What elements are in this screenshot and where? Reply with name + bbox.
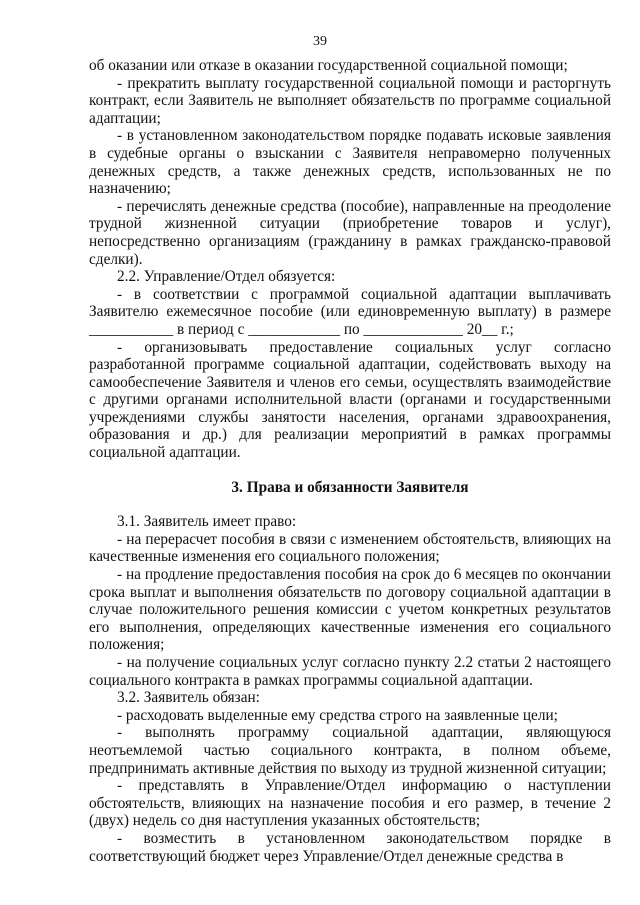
- clause-3-1-heading: 3.1. Заявитель имеет право:: [117, 513, 297, 531]
- paragraph-report-changes: - представлять в Управление/Отдел информацию о наступлении обстоятельств, влияющих на назначение пособия и его размер, в течение 2 (двух) недель со дня наступления указанных обстоятельств;: [89, 777, 611, 830]
- paragraph-organize-services: - организовывать предоставление социальных услуг согласно разработанной программе социальной адаптации, содействовать выходу на самообеспечение Заявителя и членов его семьи, осуществлять взаимодействие с другими органами исполнительной власти (органами и государственными учреждениями службы занятости населения, органами здравоохранения, образования и др.) для реализации мероприятий в рамках программы социальной адаптации.: [89, 338, 611, 462]
- paragraph-pay-allowance: - в соответствии с программой социальной адаптации выплачивать Заявителю ежемесячное пособие (или единовременную выплату) в размере ___________ в период с ____________ по _____________ 20__ г.;: [89, 285, 611, 338]
- paragraph-file-claims: - в установленном законодательством порядке подавать исковые заявления в судебные органы о взыскании с Заявителя неправомерно полученных денежных средств, а также денежных средств, использованных не по назначению;: [89, 127, 611, 198]
- paragraph-reimburse: - возместить в установленном законодательством порядке в соответствующий бюджет через Управление/Отдел денежные средства в: [89, 829, 611, 865]
- paragraph-social-services: - на получение социальных услуг согласно пункту 2.2 статьи 2 настоящего социального контракта в рамках программы социальной адаптации.: [89, 654, 611, 689]
- paragraph-spend-funds: - расходовать выделенные ему средства строго на заявленные цели;: [117, 706, 558, 724]
- paragraph-recalculation: - на перерасчет пособия в связи с изменением обстоятельств, влияющих на качественные изменения его социального положения;: [89, 530, 611, 566]
- page-number: 39: [313, 34, 327, 49]
- clause-3-2-heading: 3.2. Заявитель обязан:: [117, 689, 260, 707]
- paragraph-continuation: об оказании или отказе в оказании государственной социальной помощи;: [89, 57, 568, 74]
- paragraph-terminate-payment: - прекратить выплату государственной социальной помощи и расторгнуть контракт, если Заявитель не выполняет обязательств по программе социальной адаптации;: [89, 74, 611, 127]
- paragraph-transfer-funds: - перечислять денежные средства (пособие), направленные на преодоление трудной жизненной ситуации (приобретение товаров и услуг), непосредственно организациям (гражданину в рамках гражданско-правовой сделки).: [89, 197, 611, 268]
- section-3-title: 3. Права и обязанности Заявителя: [231, 478, 469, 496]
- document-body: [89, 57, 611, 865]
- paragraph-extension: - на продление предоставления пособия на срок до 6 месяцев по окончании срока выплат и выполнения обязательств по договору социальной адаптации в случае положительного решения комиссии с учетом конкретных результатов его выполнения, определяющих качественные изменения его социального положения;: [89, 566, 611, 654]
- clause-2-2-heading: 2.2. Управление/Отдел обязуется:: [117, 268, 336, 286]
- paragraph-fulfill-program: - выполнять программу социальной адаптации, являющуюся неотъемлемой частью социального контракта, в полном объеме, предпринимать активные действия по выходу из трудной жизненной ситуации;: [89, 724, 611, 777]
